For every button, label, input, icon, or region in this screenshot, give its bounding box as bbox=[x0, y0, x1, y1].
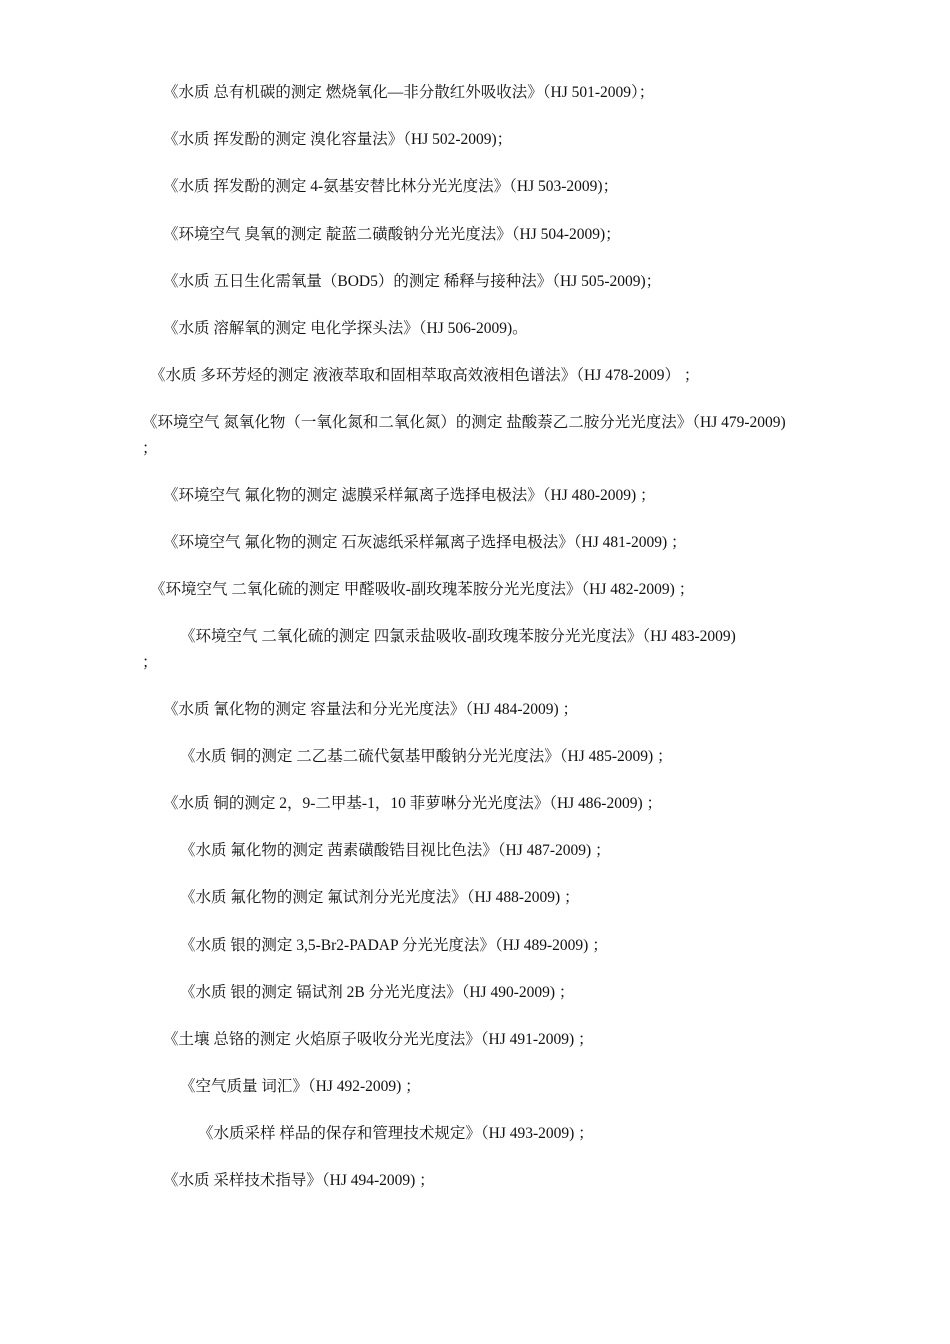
standard-line: 《环境空气 二氧化硫的测定 四氯汞盐吸收-副玫瑰苯胺分光光度法》（HJ 483-2009) bbox=[180, 628, 736, 645]
standard-line: 《环境空气 氟化物的测定 石灰滤纸采样氟离子选择电极法》（HJ 481-2009) ； bbox=[163, 534, 687, 551]
standard-line: 《水质 总有机碳的测定 燃烧氧化—非分散红外吸收法》（HJ 501-2009）； bbox=[163, 84, 655, 101]
standard-line: 《水质采样 样品的保存和管理技术规定》（HJ 493-2009) ； bbox=[198, 1125, 594, 1142]
standard-line: 《水质 银的测定 3,5-Br2-PADAP 分光光度法》（HJ 489-2009) ； bbox=[180, 937, 608, 954]
standard-line: 《水质 溶解氧的测定 电化学探头法》（HJ 506-2009)。 bbox=[163, 320, 528, 337]
standard-line: 《水质 铜的测定 二乙基二硫代氨基甲酸钠分光光度法》（HJ 485-2009) ； bbox=[180, 748, 673, 765]
standard-line: 《水质 五日生化需氧量（BOD5）的测定 稀释与接种法》（HJ 505-2009)； bbox=[163, 273, 662, 290]
standard-line: 《环境空气 二氧化硫的测定 甲醛吸收-副玫瑰苯胺分光光度法》（HJ 482-2009) ； bbox=[150, 581, 695, 598]
standard-line: 《水质 氰化物的测定 容量法和分光光度法》（HJ 484-2009) ； bbox=[163, 701, 579, 718]
standard-line: 《水质 氟化物的测定 氟试剂分光光度法》（HJ 488-2009) ； bbox=[180, 889, 580, 906]
standard-line: 《水质 铜的测定 2，9-二甲基-1，10 菲萝啉分光光度法》（HJ 486-2009) ； bbox=[163, 795, 662, 812]
standard-line: 《水质 银的测定 镉试剂 2B 分光光度法》（HJ 490-2009) ； bbox=[180, 984, 575, 1001]
standard-line: 《土壤 总铬的测定 火焰原子吸收分光光度法》（HJ 491-2009) ； bbox=[163, 1031, 594, 1048]
standard-line: 《空气质量 词汇》（HJ 492-2009) ； bbox=[180, 1078, 421, 1095]
standard-line: 《水质 采样技术指导》（HJ 494-2009) ； bbox=[163, 1172, 435, 1189]
standard-line: 《水质 氟化物的测定 茜素磺酸锆目视比色法》（HJ 487-2009) ； bbox=[180, 842, 611, 859]
standard-line: 《水质 挥发酚的测定 溴化容量法》（HJ 502-2009)； bbox=[163, 131, 513, 148]
standard-line: 《水质 挥发酚的测定 4-氨基安替比林分光光度法》（HJ 503-2009)； bbox=[163, 178, 619, 195]
standard-line: 《环境空气 氟化物的测定 滤膜采样氟离子选择电极法》（HJ 480-2009) ； bbox=[163, 487, 656, 504]
standard-line: ； bbox=[142, 654, 158, 671]
standard-line: 《水质 多环芳烃的测定 液液萃取和固相萃取高效液相色谱法》（HJ 478-2009） ； bbox=[150, 367, 700, 384]
standard-line: 《环境空气 臭氧的测定 靛蓝二磺酸钠分光光度法》（HJ 504-2009)； bbox=[163, 226, 621, 243]
standard-line: 《环境空气 氮氧化物（一氧化氮和二氧化氮）的测定 盐酸萘乙二胺分光光度法》（HJ 479-2009) ； bbox=[142, 414, 786, 457]
